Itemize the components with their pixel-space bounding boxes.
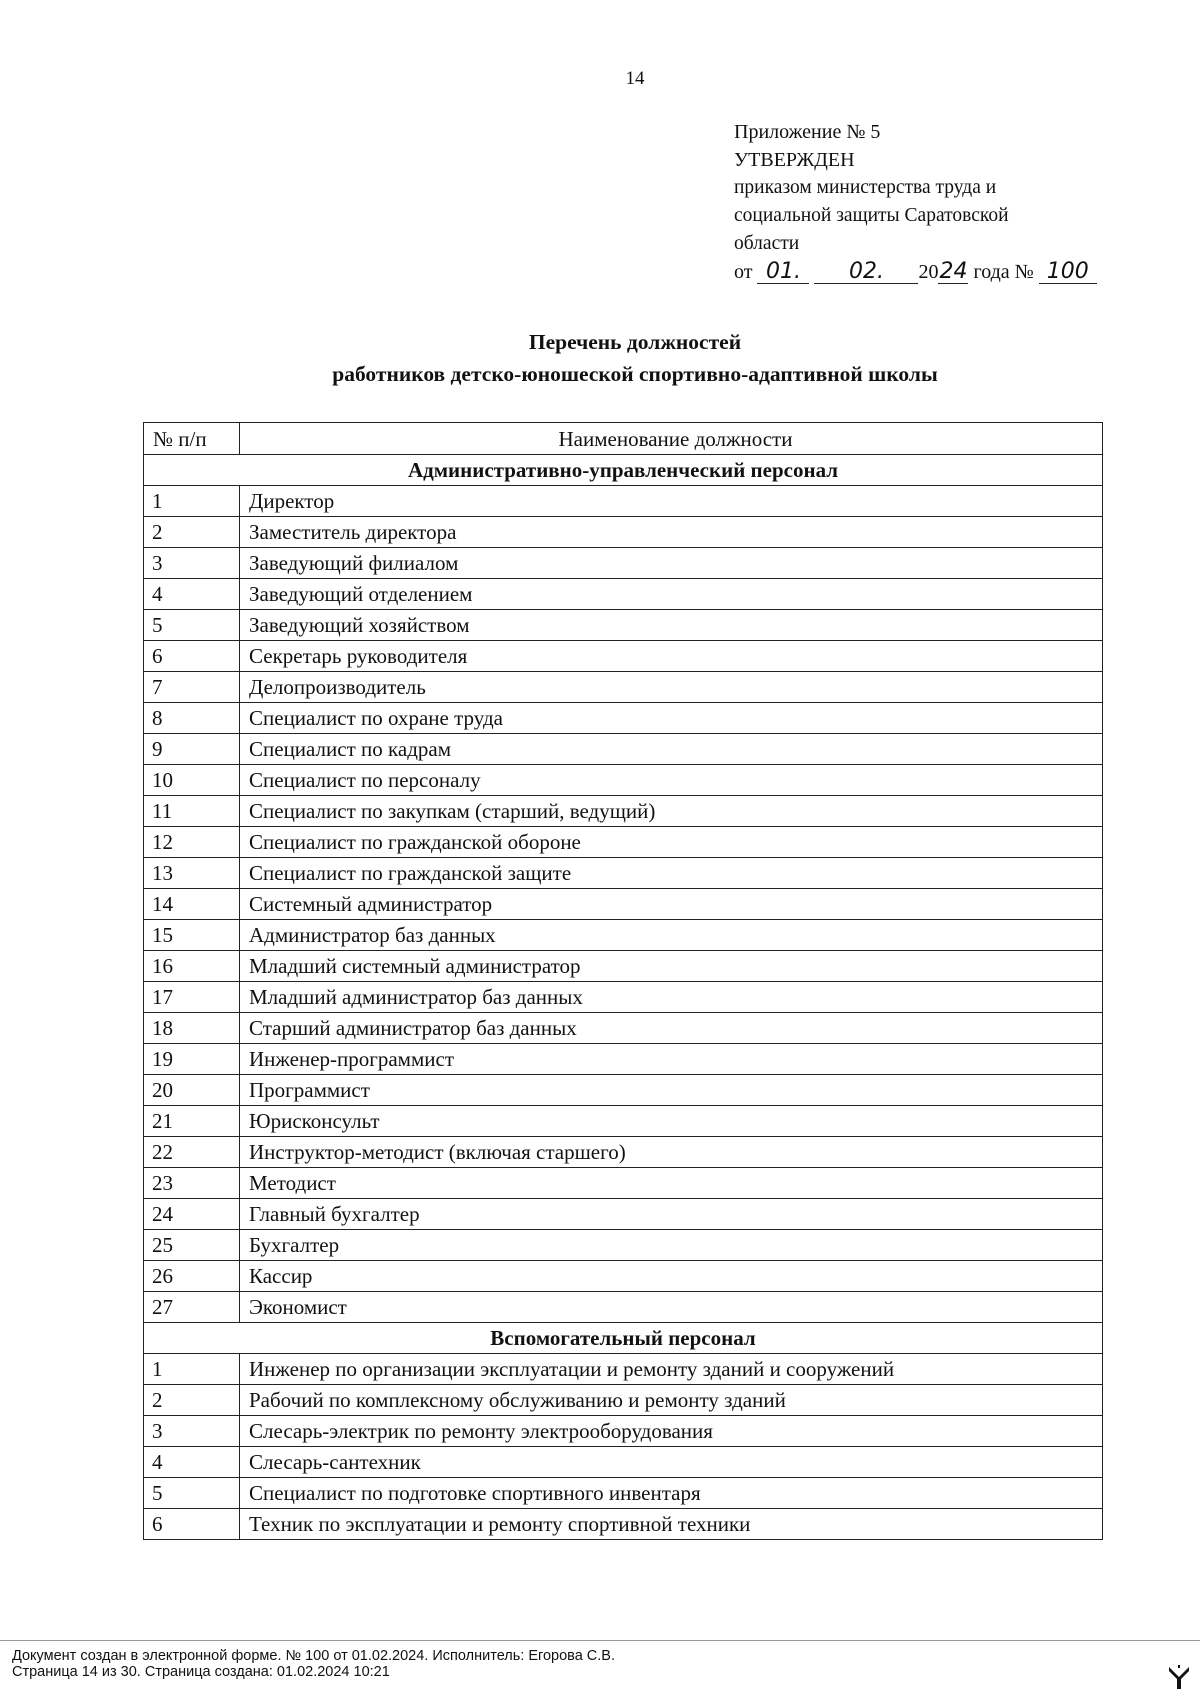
table-header-row	[144, 423, 1103, 455]
row-number: 5	[144, 1478, 240, 1509]
position-name: Методист	[240, 1168, 1103, 1199]
row-number: 10	[144, 765, 240, 796]
position-name: Программист	[240, 1075, 1103, 1106]
row-number: 8	[144, 703, 240, 734]
table-row	[144, 889, 1103, 920]
table-row	[144, 765, 1103, 796]
handwritten-day: 01.	[757, 261, 809, 284]
position-name: Специалист по гражданской защите	[240, 858, 1103, 889]
table-row	[144, 827, 1103, 858]
position-name: Бухгалтер	[240, 1230, 1103, 1261]
table-row	[144, 1044, 1103, 1075]
row-number: 27	[144, 1292, 240, 1323]
table-row	[144, 610, 1103, 641]
row-number: 3	[144, 1416, 240, 1447]
positions-table	[143, 422, 1103, 1540]
row-number: 1	[144, 1354, 240, 1385]
date-prefix: от	[734, 261, 753, 283]
section-title: Административно-управленческий персонал	[144, 455, 1103, 486]
approval-line-1: приказом министерства труда и	[734, 177, 997, 198]
row-number: 2	[144, 517, 240, 548]
position-name: Специалист по кадрам	[240, 734, 1103, 765]
position-name: Специалист по персоналу	[240, 765, 1103, 796]
row-number: 5	[144, 610, 240, 641]
footer	[12, 1648, 615, 1680]
row-number: 2	[144, 1385, 240, 1416]
footer-line-2: Страница 14 из 30. Страница создана: 01.02.2024 10:21	[12, 1664, 390, 1680]
table-body	[144, 455, 1103, 1540]
table-row	[144, 579, 1103, 610]
position-name: Кассир	[240, 1261, 1103, 1292]
table-row	[144, 703, 1103, 734]
position-name: Главный бухгалтер	[240, 1199, 1103, 1230]
header-position-name: Наименование должности	[240, 423, 1103, 455]
handwritten-month: 02.	[814, 261, 918, 284]
row-number: 4	[144, 1447, 240, 1478]
position-name: Заведующий отделением	[240, 579, 1103, 610]
header-number: № п/п	[144, 423, 240, 455]
table-row	[144, 1075, 1103, 1106]
row-number: 4	[144, 579, 240, 610]
row-number: 20	[144, 1075, 240, 1106]
section-title: Вспомогательный персонал	[144, 1323, 1103, 1354]
position-name: Инструктор-методист (включая старшего)	[240, 1137, 1103, 1168]
row-number: 6	[144, 641, 240, 672]
row-number: 6	[144, 1509, 240, 1540]
row-number: 16	[144, 951, 240, 982]
position-name: Слесарь-сантехник	[240, 1447, 1103, 1478]
row-number: 25	[144, 1230, 240, 1261]
row-number: 19	[144, 1044, 240, 1075]
position-name: Директор	[240, 486, 1103, 517]
position-name: Специалист по гражданской обороне	[240, 827, 1103, 858]
table-row	[144, 1199, 1103, 1230]
approval-block	[734, 118, 1094, 286]
position-name: Системный администратор	[240, 889, 1103, 920]
table-row	[144, 1385, 1103, 1416]
table-row	[144, 517, 1103, 548]
table-row	[144, 1447, 1103, 1478]
position-name: Специалист по охране труда	[240, 703, 1103, 734]
title-line-1: Перечень должностей	[528, 330, 742, 354]
document-title	[0, 326, 1200, 390]
position-name: Инженер-программист	[240, 1044, 1103, 1075]
position-name: Младший системный администратор	[240, 951, 1103, 982]
table-row	[144, 486, 1103, 517]
row-number: 15	[144, 920, 240, 951]
row-number: 17	[144, 982, 240, 1013]
position-name: Рабочий по комплексному обслуживанию и ремонту зданий	[240, 1385, 1103, 1416]
table-row	[144, 672, 1103, 703]
table-row	[144, 1416, 1103, 1447]
position-name: Юрисконсульт	[240, 1106, 1103, 1137]
title-line-2: работников детско-юношеской спортивно-адаптивной школы	[332, 362, 938, 386]
position-name: Специалист по закупкам (старший, ведущий)	[240, 796, 1103, 827]
position-name: Специалист по подготовке спортивного инвентаря	[240, 1478, 1103, 1509]
row-number: 26	[144, 1261, 240, 1292]
table-row	[144, 1478, 1103, 1509]
position-name: Заведующий филиалом	[240, 548, 1103, 579]
position-name: Секретарь руководителя	[240, 641, 1103, 672]
approval-line-3: области	[734, 233, 800, 254]
approval-line-2: социальной защиты Саратовской	[734, 205, 1009, 226]
position-name: Старший администратор баз данных	[240, 1013, 1103, 1044]
position-name: Администратор баз данных	[240, 920, 1103, 951]
row-number: 22	[144, 1137, 240, 1168]
position-name: Делопроизводитель	[240, 672, 1103, 703]
approved-label: УТВЕРЖДЕН	[734, 149, 855, 171]
page-number: 14	[625, 68, 645, 89]
section-row	[144, 1323, 1103, 1354]
section-row	[144, 455, 1103, 486]
row-number: 23	[144, 1168, 240, 1199]
table-row	[144, 1013, 1103, 1044]
position-name: Экономист	[240, 1292, 1103, 1323]
position-name: Заведующий хозяйством	[240, 610, 1103, 641]
position-name: Слесарь-электрик по ремонту электрооборудования	[240, 1416, 1103, 1447]
table-row	[144, 1137, 1103, 1168]
table-row	[144, 1354, 1103, 1385]
row-number: 12	[144, 827, 240, 858]
table-row	[144, 982, 1103, 1013]
row-number: 13	[144, 858, 240, 889]
row-number: 11	[144, 796, 240, 827]
system-logo-icon	[1167, 1664, 1191, 1690]
footer-divider	[0, 1640, 1200, 1641]
table-row	[144, 1509, 1103, 1540]
table-row	[144, 1106, 1103, 1137]
table-row	[144, 1292, 1103, 1323]
position-name: Младший администратор баз данных	[240, 982, 1103, 1013]
position-name: Техник по эксплуатации и ремонту спортивной техники	[240, 1509, 1103, 1540]
table-row	[144, 920, 1103, 951]
row-number: 9	[144, 734, 240, 765]
table-row	[144, 548, 1103, 579]
position-name: Заместитель директора	[240, 517, 1103, 548]
position-name: Инженер по организации эксплуатации и ремонту зданий и сооружений	[240, 1354, 1103, 1385]
year-word: года №	[973, 261, 1034, 283]
row-number: 21	[144, 1106, 240, 1137]
table-row	[144, 1261, 1103, 1292]
approval-date-line	[734, 258, 1094, 286]
row-number: 14	[144, 889, 240, 920]
table-row	[144, 858, 1103, 889]
table-row	[144, 641, 1103, 672]
footer-line-1: Документ создан в электронной форме. № 100 от 01.02.2024. Исполнитель: Егорова С.В.	[12, 1648, 616, 1664]
table-row	[144, 1168, 1103, 1199]
handwritten-year: 24	[939, 259, 968, 284]
row-number: 7	[144, 672, 240, 703]
table-row	[144, 796, 1103, 827]
row-number: 18	[144, 1013, 240, 1044]
row-number: 3	[144, 548, 240, 579]
annex-label: Приложение № 5	[734, 121, 881, 143]
row-number: 24	[144, 1199, 240, 1230]
table-row	[144, 951, 1103, 982]
year-prefix: 20	[918, 261, 939, 283]
table-row	[144, 1230, 1103, 1261]
row-number: 1	[144, 486, 240, 517]
table-row	[144, 734, 1103, 765]
handwritten-order-number: 100	[1039, 261, 1097, 284]
